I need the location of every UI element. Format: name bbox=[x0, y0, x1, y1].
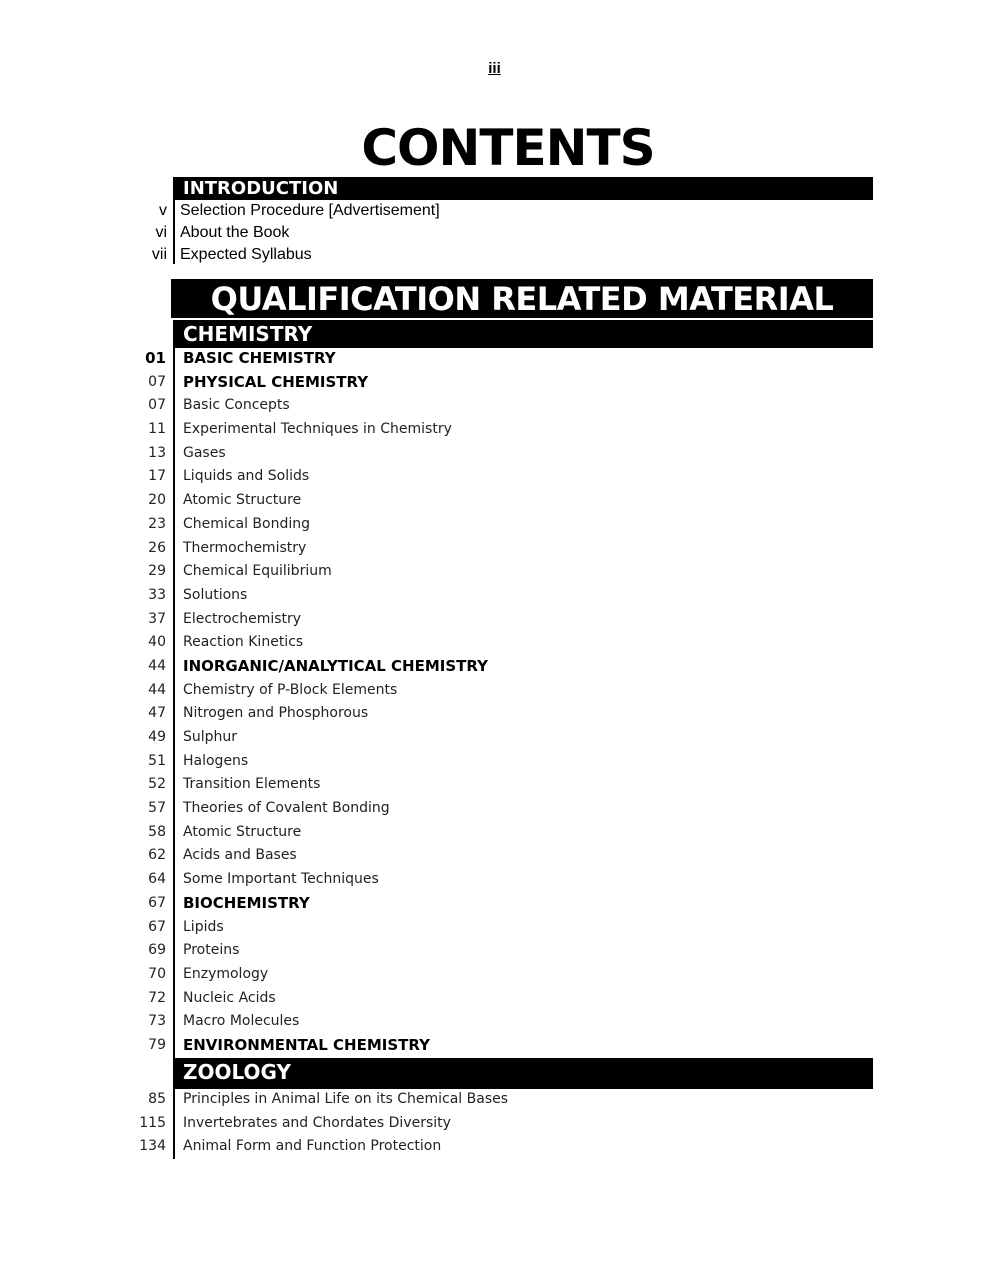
entry-page: 85 bbox=[148, 1091, 166, 1107]
entry-title: Electrochemistry bbox=[183, 610, 302, 627]
entry-page: 70 bbox=[148, 965, 166, 982]
entry-page: 52 bbox=[148, 776, 166, 793]
entry-title: BIOCHEMISTRY bbox=[183, 893, 310, 912]
entry-title: PHYSICAL CHEMISTRY bbox=[183, 372, 369, 391]
toc-entry[interactable] bbox=[0, 772, 989, 796]
intro-entry-expected-syllabus[interactable] bbox=[0, 244, 989, 266]
entry-page: 44 bbox=[148, 681, 166, 698]
entry-title: Animal Form and Function Protection bbox=[183, 1138, 442, 1155]
entry-title: Atomic Structure bbox=[183, 823, 302, 840]
entry-title: Liquids and Solids bbox=[183, 468, 310, 485]
entry-page: 67 bbox=[148, 894, 166, 911]
intro-entry-selection-procedure[interactable] bbox=[0, 200, 989, 222]
entry-title: BASIC CHEMISTRY bbox=[183, 349, 336, 367]
introduction-header: INTRODUCTION bbox=[173, 177, 873, 200]
entry-page: vii bbox=[151, 246, 167, 263]
intro-entry-about-book[interactable] bbox=[0, 222, 989, 244]
toc-entry[interactable] bbox=[0, 346, 989, 370]
entry-title: Acids and Bases bbox=[183, 847, 297, 864]
entry-page: 57 bbox=[148, 800, 166, 817]
entry-page: 37 bbox=[148, 610, 166, 627]
toc-entry[interactable] bbox=[0, 488, 989, 512]
entry-page: 64 bbox=[148, 871, 166, 888]
entry-page: 62 bbox=[148, 847, 166, 864]
entry-title: Thermochemistry bbox=[183, 539, 307, 556]
entry-title: Lipids bbox=[183, 918, 224, 935]
toc-entry[interactable] bbox=[0, 393, 989, 417]
toc-entry[interactable] bbox=[0, 464, 989, 488]
entry-title: Proteins bbox=[183, 942, 240, 959]
entry-page: 72 bbox=[148, 989, 166, 1006]
toc-entry[interactable] bbox=[0, 559, 989, 583]
toc-entry[interactable] bbox=[0, 701, 989, 725]
toc-entry[interactable] bbox=[0, 512, 989, 536]
toc-entry[interactable] bbox=[0, 370, 989, 394]
qualification-banner: QUALIFICATION RELATED MATERIAL bbox=[171, 279, 873, 318]
entry-title: Sulphur bbox=[183, 729, 238, 745]
toc-entry[interactable] bbox=[0, 938, 989, 962]
entry-title: Chemical Bonding bbox=[183, 515, 310, 532]
toc-entry[interactable] bbox=[0, 583, 989, 607]
page-number: iii bbox=[488, 60, 501, 77]
entry-title: Halogens bbox=[183, 752, 249, 769]
chemistry-header: CHEMISTRY bbox=[173, 320, 873, 348]
introduction-list bbox=[0, 200, 989, 266]
toc-entry[interactable] bbox=[0, 820, 989, 844]
toc-entry[interactable] bbox=[0, 536, 989, 560]
entry-page: 115 bbox=[139, 1114, 166, 1131]
entry-title: Theories of Covalent Bonding bbox=[183, 800, 390, 817]
entry-title: Nucleic Acids bbox=[183, 989, 276, 1006]
entry-page: 20 bbox=[148, 492, 166, 509]
toc-entry[interactable] bbox=[0, 843, 989, 867]
entry-title: Chemistry of P-Block Elements bbox=[183, 681, 398, 698]
entry-title: Basic Concepts bbox=[183, 397, 290, 414]
chemistry-list bbox=[0, 346, 989, 1057]
entry-title: Enzymology bbox=[183, 965, 269, 982]
entry-page: 29 bbox=[148, 563, 166, 580]
entry-title: Gases bbox=[183, 444, 226, 461]
entry-page: 33 bbox=[148, 586, 166, 603]
toc-entry[interactable] bbox=[0, 1087, 989, 1111]
entry-title: Selection Procedure [Advertisement] bbox=[180, 202, 440, 219]
toc-entry[interactable] bbox=[0, 630, 989, 654]
toc-entry[interactable] bbox=[0, 654, 989, 678]
entry-page: 11 bbox=[148, 421, 166, 438]
entry-title: INORGANIC/ANALYTICAL CHEMISTRY bbox=[183, 656, 488, 675]
entry-page: 47 bbox=[148, 705, 166, 722]
entry-title: Chemical Equilibrium bbox=[183, 563, 332, 580]
entry-title: Principles in Animal Life on its Chemical Bases bbox=[183, 1091, 509, 1107]
entry-page: 134 bbox=[139, 1138, 166, 1155]
page-title: CONTENTS bbox=[361, 119, 655, 177]
entry-page: 07 bbox=[148, 373, 166, 390]
entry-page: 26 bbox=[148, 539, 166, 556]
toc-entry[interactable] bbox=[0, 867, 989, 891]
toc-entry[interactable] bbox=[0, 891, 989, 915]
entry-page: 67 bbox=[148, 918, 166, 935]
entry-title: Some Important Techniques bbox=[183, 871, 379, 888]
toc-entry[interactable] bbox=[0, 1033, 989, 1057]
entry-title: Atomic Structure bbox=[183, 492, 302, 509]
entry-page: 40 bbox=[148, 634, 166, 651]
entry-page: 23 bbox=[148, 515, 166, 532]
toc-entry[interactable] bbox=[0, 1111, 989, 1135]
entry-title: Reaction Kinetics bbox=[183, 634, 304, 651]
entry-title: About the Book bbox=[180, 224, 290, 241]
toc-entry[interactable] bbox=[0, 607, 989, 631]
toc-entry[interactable] bbox=[0, 678, 989, 702]
entry-page: 44 bbox=[148, 657, 166, 674]
toc-entry[interactable] bbox=[0, 796, 989, 820]
entry-page: 58 bbox=[148, 823, 166, 840]
entry-title: Expected Syllabus bbox=[180, 246, 312, 263]
entry-title: Transition Elements bbox=[183, 776, 321, 793]
entry-title: Invertebrates and Chordates Diversity bbox=[183, 1114, 451, 1131]
entry-page: 73 bbox=[148, 1013, 166, 1030]
entry-page: 79 bbox=[148, 1036, 166, 1053]
toc-entry[interactable] bbox=[0, 725, 989, 749]
entry-page: 69 bbox=[148, 942, 166, 959]
zoology-list bbox=[0, 1087, 989, 1158]
entry-page: 01 bbox=[145, 349, 166, 367]
toc-entry[interactable] bbox=[0, 417, 989, 441]
toc-entry[interactable] bbox=[0, 986, 989, 1010]
entry-page: v bbox=[159, 202, 167, 219]
zoology-header: ZOOLOGY bbox=[173, 1058, 873, 1089]
toc-entry[interactable] bbox=[0, 962, 989, 986]
entry-page: 13 bbox=[148, 444, 166, 461]
entry-title: ENVIRONMENTAL CHEMISTRY bbox=[183, 1035, 430, 1054]
entry-title: Macro Molecules bbox=[183, 1013, 300, 1030]
entry-page: 51 bbox=[148, 752, 166, 769]
toc-entry[interactable] bbox=[0, 1134, 989, 1158]
entry-title: Experimental Techniques in Chemistry bbox=[183, 421, 452, 438]
toc-entry[interactable] bbox=[0, 749, 989, 773]
toc-entry[interactable] bbox=[0, 1009, 989, 1033]
entry-page: 49 bbox=[148, 729, 166, 745]
entry-title: Nitrogen and Phosphorous bbox=[183, 705, 369, 722]
entry-page: 17 bbox=[148, 468, 166, 485]
entry-title: Solutions bbox=[183, 586, 248, 603]
toc-entry[interactable] bbox=[0, 441, 989, 465]
entry-page: vi bbox=[155, 224, 167, 241]
toc-entry[interactable] bbox=[0, 915, 989, 939]
entry-page: 07 bbox=[148, 397, 166, 414]
